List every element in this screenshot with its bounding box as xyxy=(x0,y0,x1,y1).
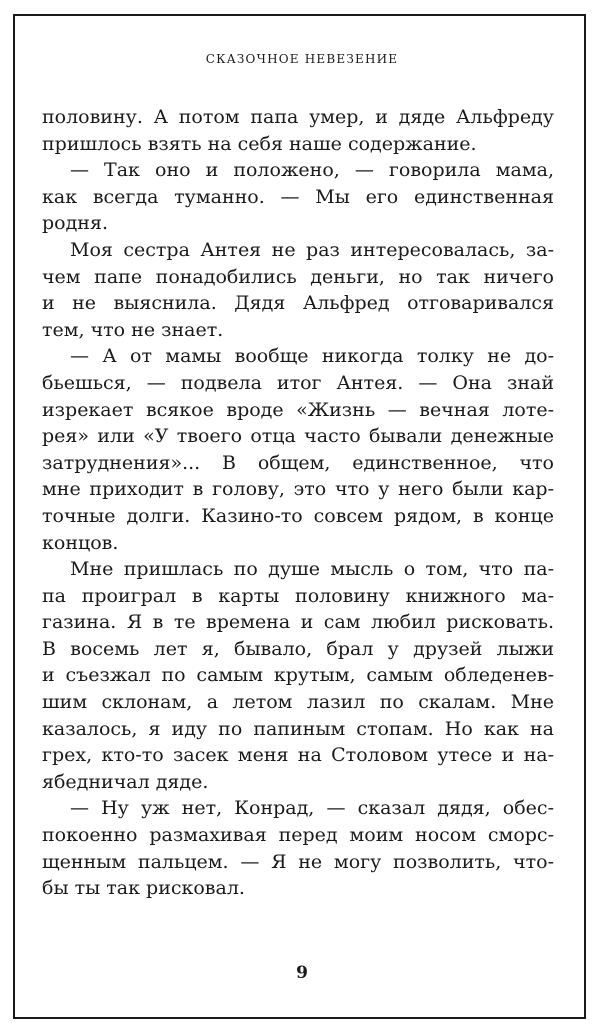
text-line: рея» или «У твоего отца часто бывали денежные xyxy=(42,425,554,448)
text-line: В восемь лет я, бывало, брал у друзей лыжи xyxy=(42,637,554,660)
text-line: газина. Я в те времена и сам любил рисковать. xyxy=(42,611,554,634)
text-line: Моя сестра Антея не раз интересовалась, за- xyxy=(70,238,554,261)
text-line: Мне пришлась по душе мысль о том, что па- xyxy=(70,558,554,581)
text-line: щенным пальцем. — Я не могу позволить, что- xyxy=(42,850,554,873)
text-line: шим склонам, а летом лазил по скалам. Мне xyxy=(42,691,554,714)
text-line: изрекает всякое вроде «Жизнь — вечная лоте- xyxy=(42,398,554,421)
running-head: СКАЗОЧНОЕ НЕВЕЗЕНИЕ xyxy=(205,52,399,66)
text-line: тем, что не знает. xyxy=(42,318,224,341)
text-line: казалось, я иду по папиным стопам. Но как на xyxy=(42,717,554,740)
page-number: 9 xyxy=(296,963,308,983)
text-line: как всегда туманно. — Мы его единственная xyxy=(42,185,554,208)
text-line: грех, кто-то засек меня на Столовом утесе и на- xyxy=(42,744,554,767)
text-line: пришлось взять на себя наше содержание. xyxy=(42,132,477,155)
text-line: бы ты так рисковал. xyxy=(42,877,245,900)
text-line: покоенно размахивая перед моим носом сморс- xyxy=(42,824,554,847)
text-line: чем папе понадобились деньги, но так ничего xyxy=(42,265,554,288)
text-line: — А от мамы вообще никогда толку не до- xyxy=(70,345,554,368)
text-line: родня. xyxy=(42,212,108,235)
text-line: концов. xyxy=(42,531,119,554)
text-line: бьешься, — подвела итог Антея. — Она знай xyxy=(42,371,554,394)
text-line: мне приходит в голову, это что у него были кар- xyxy=(42,478,554,501)
text-line: половину. А потом папа умер, и дяде Альфреду xyxy=(42,106,554,128)
text-line: — Так оно и положено, — говорила мама, xyxy=(70,159,554,182)
text-line: — Ну уж нет, Конрад, — сказал дядя, обес- xyxy=(70,797,554,820)
text-line: и не выяснила. Дядя Альфред отговаривался xyxy=(42,292,554,315)
text-line: точные долги. Казино-то совсем рядом, в конце xyxy=(42,504,554,527)
text-line: и съезжал по самым крутым, самым обледенев- xyxy=(42,664,554,687)
text-line: па проиграл в карты половину книжного ма- xyxy=(42,584,554,607)
body-text xyxy=(42,104,554,902)
text-line: ябедничал дяде. xyxy=(42,770,209,793)
text-line: затруднения»... В общем, единственное, что xyxy=(42,451,554,474)
